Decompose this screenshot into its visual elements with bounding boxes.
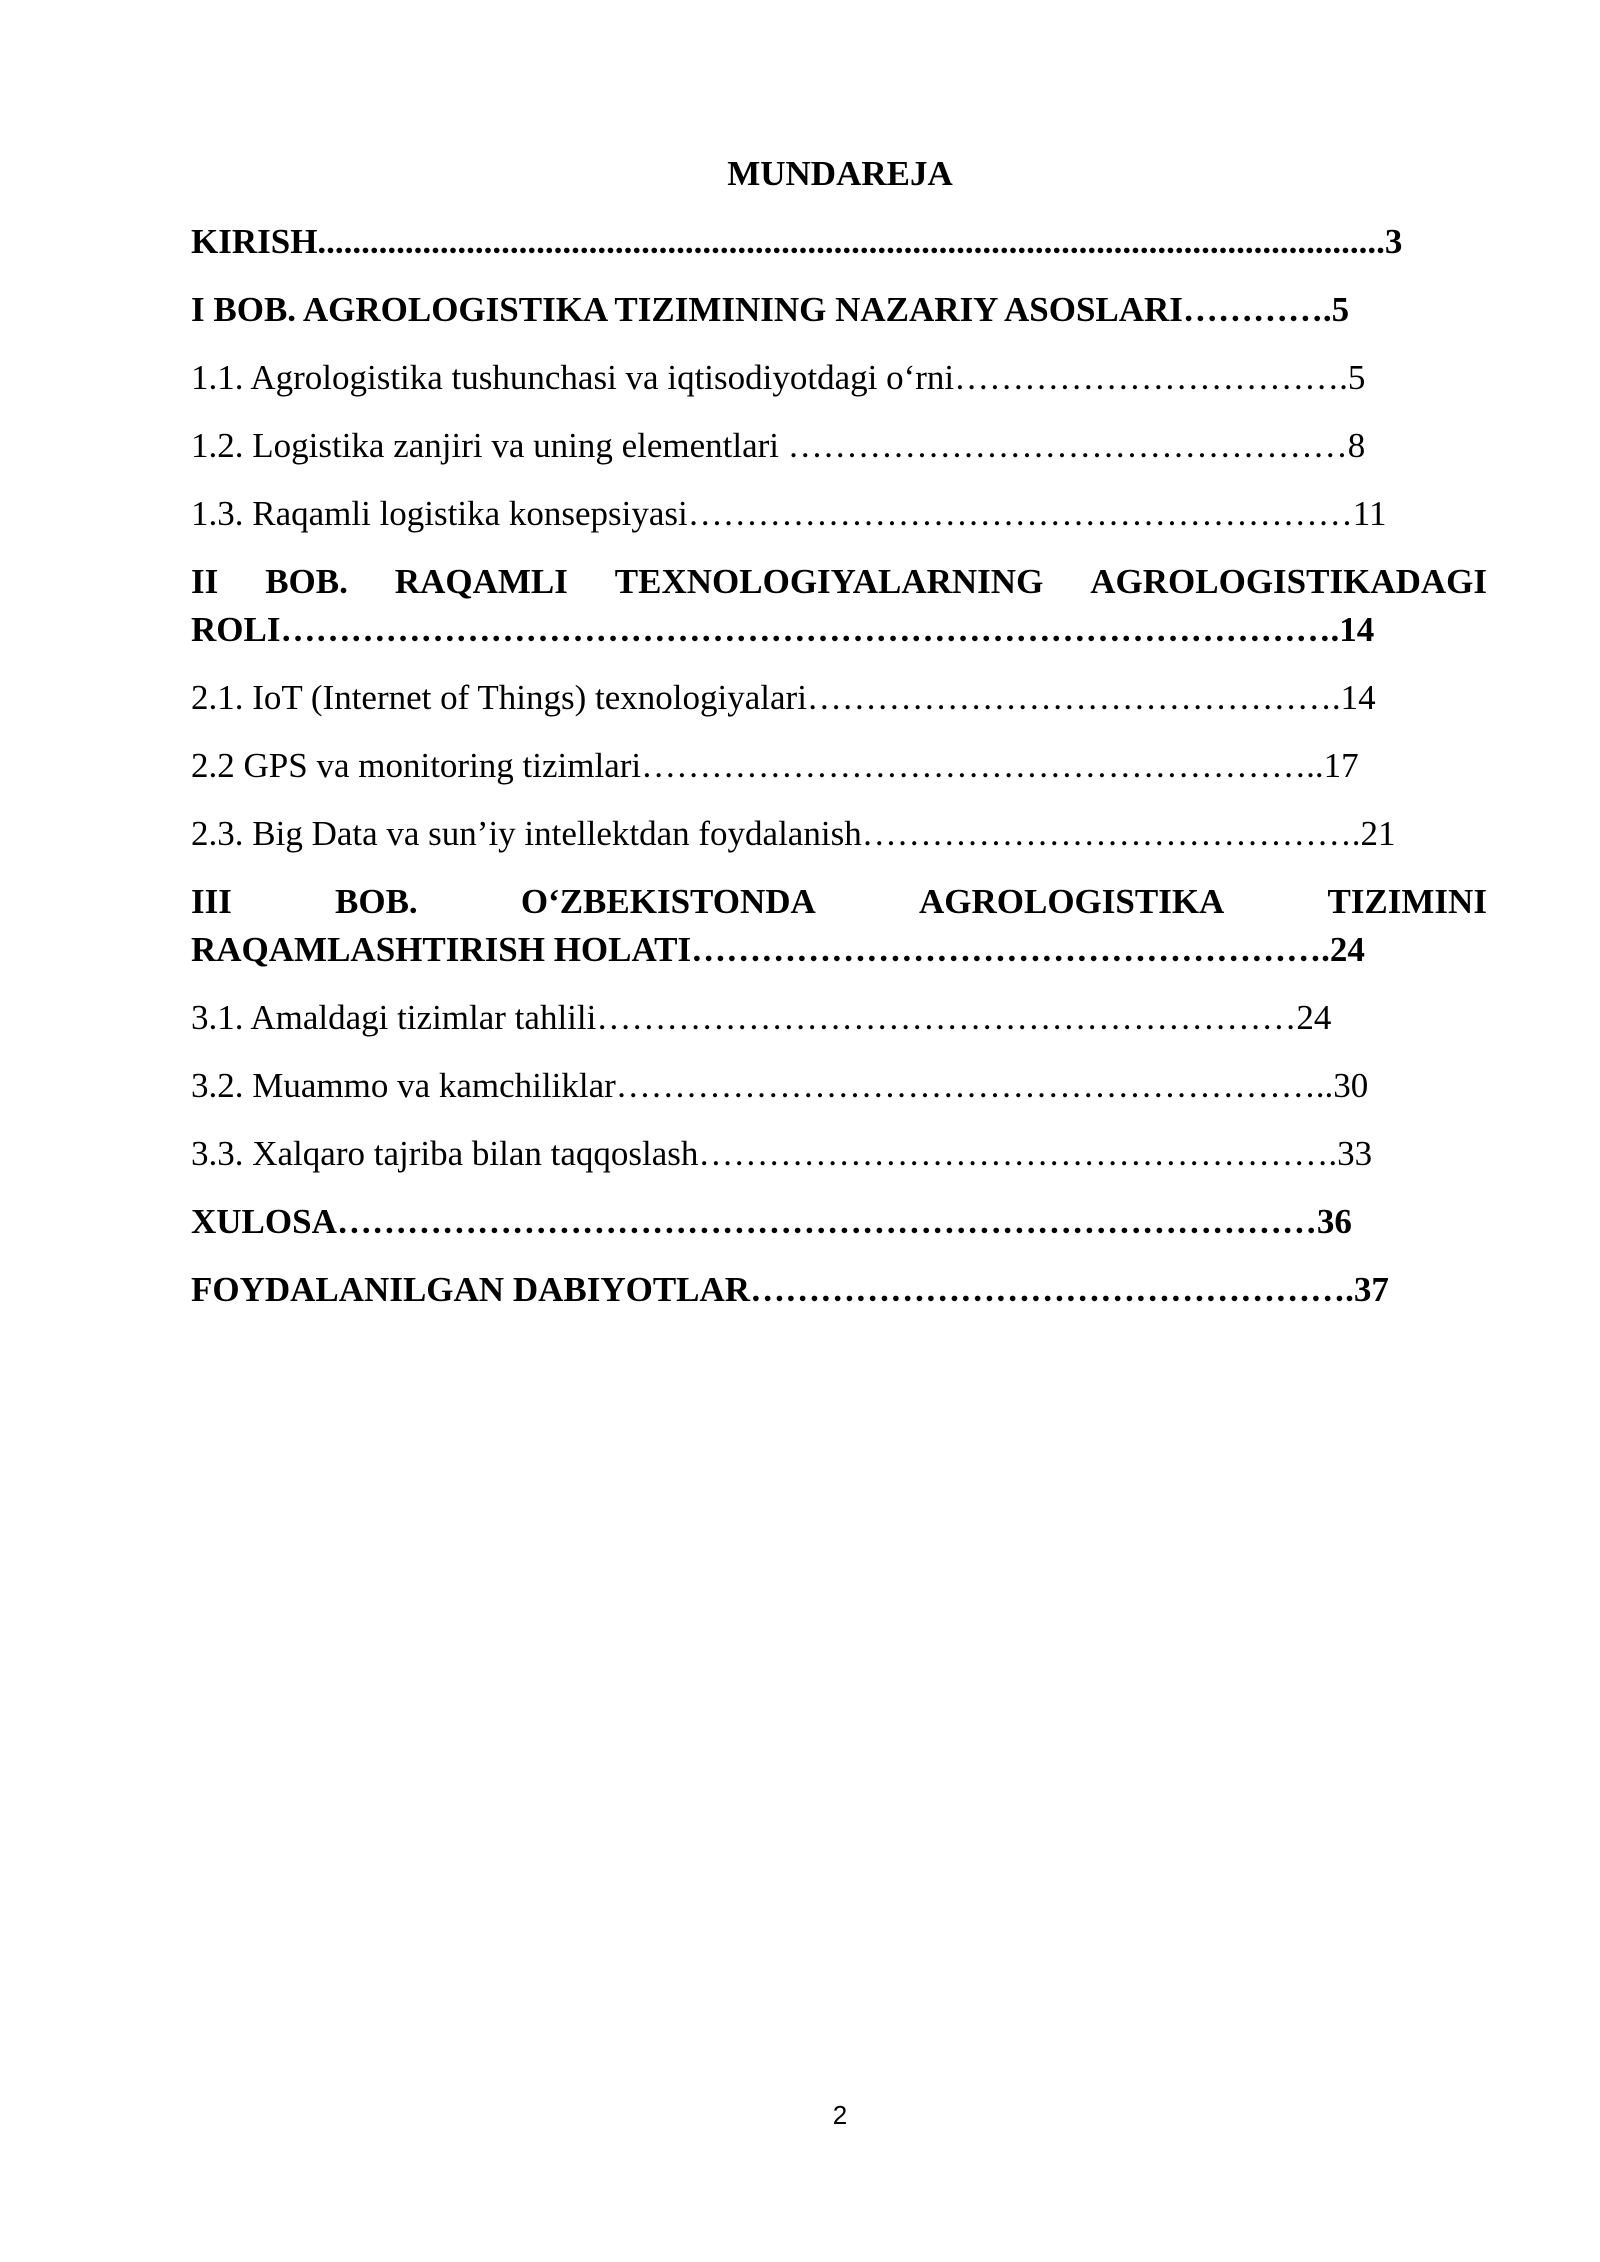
toc-entry-xulosa: XULOSA…………………………………………………………………………36 <box>191 1202 1352 1241</box>
toc-entry-2-2: 2.2 GPS va monitoring tizimlari…………………………………………………..17 <box>191 746 1359 785</box>
toc-entry-3-3: 3.3. Xalqaro tajriba bilan taqqoslash……………………………………………….33 <box>191 1134 1373 1173</box>
toc-entry-chapter-3-line2: RAQAMLASHTIRISH HOLATI……………………………………………….24 <box>191 930 1365 969</box>
toc-word: BOB. <box>335 882 418 921</box>
toc-entry-3-1: 3.1. Amaldagi tizimlar tahlili……………………………………………………24 <box>191 998 1332 1037</box>
toc-word: BOB. <box>265 562 348 601</box>
toc-word: O‘ZBEKISTONDA <box>520 882 816 921</box>
toc-entry-chapter-2-line1 <box>191 558 1487 606</box>
page-title: MUNDAREJA <box>727 154 953 193</box>
toc-entry-1-3: 1.3. Raqamli logistika konsepsiyasi…………………………………………………11 <box>191 494 1387 533</box>
toc-entry-1-1: 1.1. Agrologistika tushunchasi va iqtisodiyotdagi o‘rni…………………………….5 <box>191 358 1366 397</box>
toc-word: TEXNOLOGIYALARNING <box>614 562 1044 601</box>
toc-word: TIZIMINI <box>1327 882 1487 921</box>
toc-word: AGROLOGISTIKADAGI <box>1090 562 1487 601</box>
toc-entry-chapter-1: I BOB. AGROLOGISTIKA TIZIMINING NAZARIY ASOSLARI………….5 <box>191 290 1350 329</box>
toc-entry-1-2: 1.2. Logistika zanjiri va uning elementlari …………………………………………8 <box>191 426 1366 465</box>
toc-entry-kirish: KIRISH..........................................................................................................................3 <box>191 222 1403 261</box>
toc-word: II <box>191 562 219 601</box>
toc-entry-chapter-3-line1 <box>191 878 1487 926</box>
toc-word: AGROLOGISTIKA <box>918 882 1225 921</box>
toc-entry-2-1: 2.1. IoT (Internet of Things) texnologiyalari……………………………………….14 <box>191 678 1376 717</box>
page-number: 2 <box>832 2100 848 2130</box>
toc-entry-references: FOYDALANILGAN DABIYOTLAR…………………………………………….37 <box>191 1270 1389 1309</box>
toc-entry-chapter-2-line2: ROLI……………………………………………………………………………….14 <box>191 610 1375 649</box>
toc-entry-3-2: 3.2. Muammo va kamchiliklar……………………………………………………..30 <box>191 1066 1369 1105</box>
toc-word: III <box>191 882 232 921</box>
table-of-contents <box>191 218 1487 1334</box>
toc-entry-2-3: 2.3. Big Data va sun’iy intellektdan foydalanish…………………………………….21 <box>191 814 1396 853</box>
toc-entry-chapter-3 <box>191 878 1487 974</box>
toc-word: RAQAMLI <box>394 562 568 601</box>
toc-entry-chapter-2 <box>191 558 1487 654</box>
